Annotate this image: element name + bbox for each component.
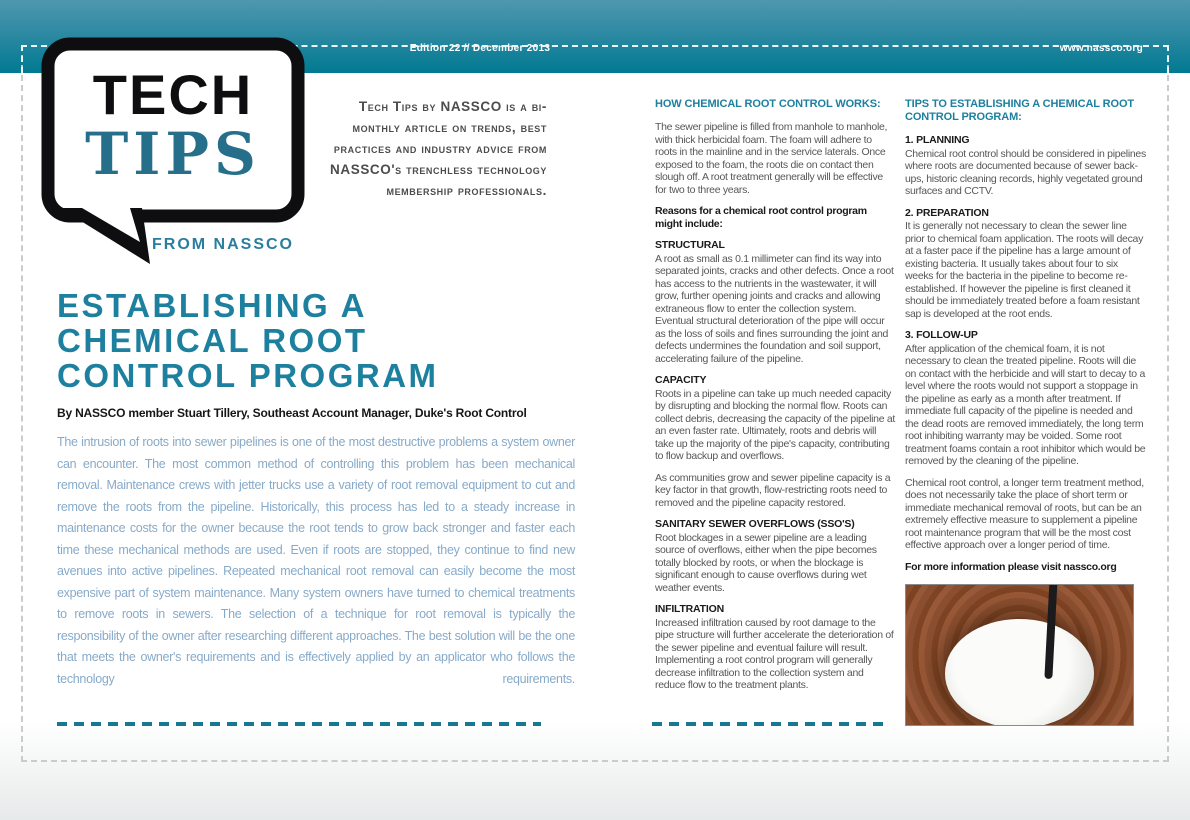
step-body-preparation: It is generally not necessary to clean the sewer line prior to chemical foam application. The roots will decay at a faster pace if the pipeline has a large amount of existing bacteria. It usually takes about four to six weeks for the bacteria in the pipeline to become re-established. If however the pipeline is first cleaned it should be immediately treated before a foam resistant sap is developed at the root ends. <box>905 220 1144 320</box>
lead-paragraph: The intrusion of roots into sewer pipelines is one of the most destructive problems a system owner can encounter. The most common method of controlling this problem has been mechanical removal. Maintenance crews with jetter trucks use a variety of root removal equipment to cut and remove the roots from the pipeline. Historically, this process has led to a steady increase in maintenance costs for the owner because the root tends to grow back stronger and faster each time these mechanical methods are used. Even if roots are stopped, they continue to find new avenues into active pipelines. Repeated mechanical root removal can easily become the most expensive part of system maintenance. Many system owners have turned to chemical treatments to remove roots in sewers. The selection of a technique for root removal is typically the responsibility of the owner after researching different approaches. The best solution will be the one that meets the owner's requirements and is effectively applied by an applicator who follows the technology requirements. <box>57 435 575 686</box>
divider-middle <box>652 722 885 726</box>
step-title-preparation: 2. PREPARATION <box>905 206 989 219</box>
section-body-sso: Root blockages in a sewer pipeline are a leading source of overflows, either when the pipe becomes totally blocked by roots, or when the blockage is significant enough to cause overflows during wet weather events. <box>655 531 877 594</box>
title-line-3: CONTROL PROGRAM <box>57 357 439 394</box>
techtips-logo <box>40 36 310 276</box>
tips-heading: TIPS TO ESTABLISHING A CHEMICAL ROOT CONTROL PROGRAM: <box>905 98 1135 123</box>
logo-word-tech: TECH <box>92 63 254 126</box>
step-title-followup: 3. FOLLOW-UP <box>905 329 978 341</box>
section-body-infiltration: Increased infiltration caused by root damage to the pipe structure will further accelerate the deterioration of the sewer pipeline and eventual failure will result. Implementing a root control program will generally decrease infiltration to the collection system and reduce flow to the treatment plants. <box>655 616 894 691</box>
how-it-works-intro: The sewer pipeline is filled from manhole to manhole, with thick herbicidal foam. The foam will adhere to roots in the mainline and in the service laterals. Once exposed to the foam, the roots die on contact then slough off. A root treatment generally will be effective for two to three years. <box>655 121 888 196</box>
logo-word-tips: TIPS <box>85 120 261 188</box>
step-title-planning: 1. PLANNING <box>905 134 970 146</box>
intro-blurb: Tech Tips by NASSCO is a bi-monthly article on trends, best practices and industry advice from NASSCO's trenchless technology membership professionals. <box>330 99 547 198</box>
title-line-2: CHEMICAL ROOT <box>57 322 368 359</box>
section-title-sso: SANITARY SEWER OVERFLOWS (SSO'S) <box>655 518 855 530</box>
reasons-subhead: Reasons for a chemical root control program might include: <box>655 205 867 230</box>
section-title-capacity: CAPACITY <box>655 374 707 386</box>
how-it-works-heading: HOW CHEMICAL ROOT CONTROL WORKS: <box>655 98 881 110</box>
step-body-followup: After application of the chemical foam, it is not necessary to clean the treated pipeline. Roots will die on contact with the herbicide and will start to decay to a level where the roots would not support a stoppage in the pipeline as early as a month after treatment. If immediate full capacity of the pipeline is needed and the dead roots are removed immediately, the long term root inhibiting warranty may be voided. Some root treatment foams contain a root inhibitor which would be removed by the cleaning of the pipeline. <box>905 342 1146 467</box>
section-body-capacity: Roots in a pipeline can take up much needed capacity by disrupting and blocking the normal flow. Roots can collect debris, decreasing the capacity of the pipeline at an even faster rate. Ultimately, roots and debris will take up the majority of the pipe's capacity, contributing to flow backup and overflows. <box>655 387 896 462</box>
step-body-planning: Chemical root control should be considered in pipelines where roots are documented because of sewer back-ups, historic cleaning records, highly vegetated ground surfaces and CCTV. <box>905 147 1146 197</box>
section-title-infiltration: INFILTRATION <box>655 603 724 615</box>
more-info-line: For more information please visit nassco.org <box>905 560 1117 573</box>
section-title-structural: STRUCTURAL <box>655 239 725 251</box>
closing-paragraph: Chemical root control, a longer term treatment method, does not necessarily take the place of short term or immediate mechanical removal of roots, but can be an extremely effective measure to supplement a pipeline root maintenance program that will be the most cost effective approach over a longer period of time. <box>905 476 1144 551</box>
edition-label: Edition 22 // December 2013 <box>409 43 551 54</box>
byline: By NASSCO member Stuart Tillery, Southeast Account Manager, Duke's Root Control <box>57 406 527 420</box>
title-line-1: ESTABLISHING A <box>57 287 368 324</box>
section-body-structural: A root as small as 0.1 millimeter can find its way into separated joints, cracks and other defects. Once a root has access to the nutrients in the wastewater, it will grow, further opening joints and cracks and allowing extraneous flow to enter the collection system. Eventual structural deterioration of the pipe will occur as the loss of soils and fines surrounding the joint and defects undermines the foundation and soil support, accelerating failure of the pipeline. <box>655 252 894 365</box>
website-link[interactable]: www.nassco.org <box>1059 43 1143 54</box>
section-body-capacity-2: As communities grow and sewer pipeline capacity is a key factor in that growth, flow-restricting roots need to removed and the pipeline capacity restored. <box>655 471 891 509</box>
logo-tagline: FROM NASSCO <box>152 236 294 253</box>
divider-left <box>57 722 541 726</box>
